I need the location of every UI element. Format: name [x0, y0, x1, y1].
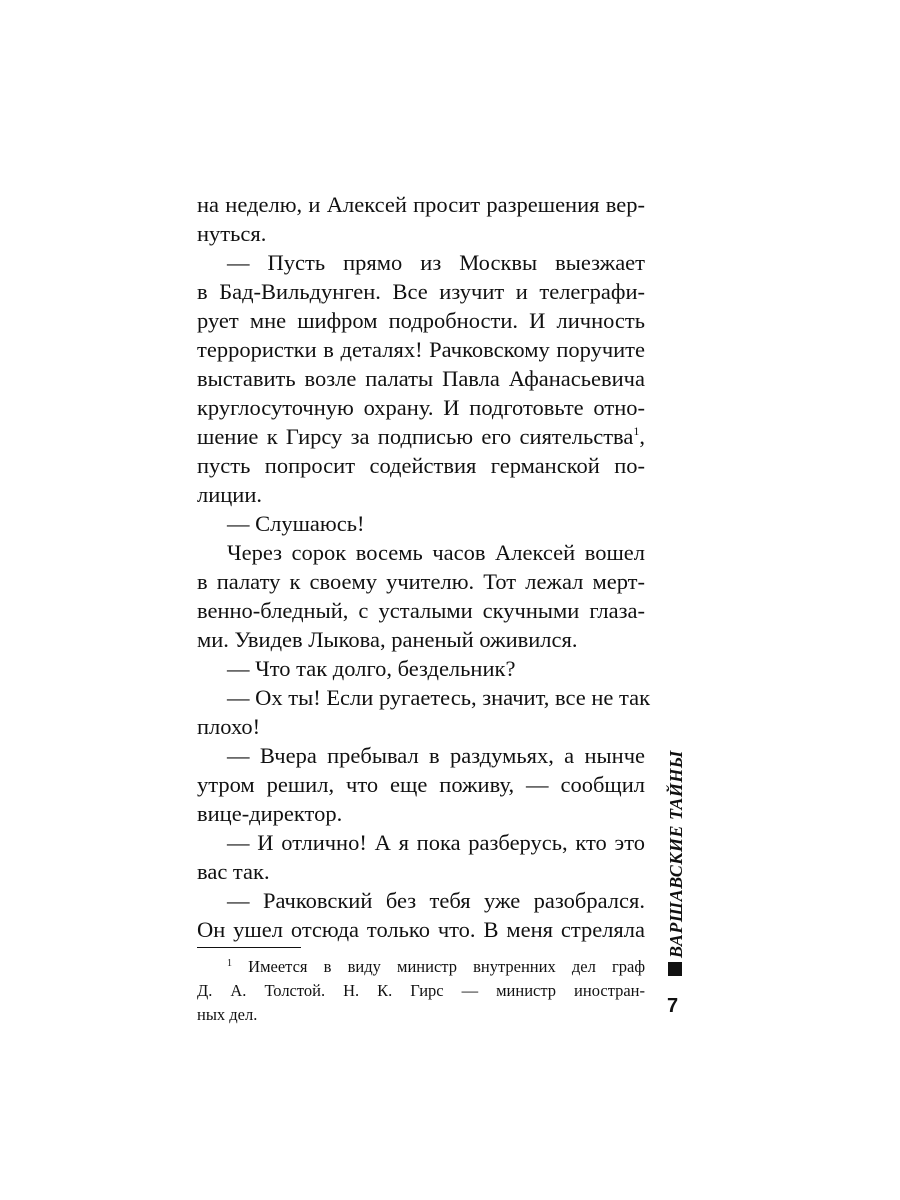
- text-line: — И отлично! А я пока разберусь, кто это: [227, 830, 645, 855]
- text-line: — Ох ты! Если ругаетесь, значит, все не так: [227, 685, 651, 710]
- text-line-part: ,: [639, 424, 645, 449]
- text-line: утром решил, что еще поживу, — сообщил: [197, 772, 645, 797]
- footnote-text: Имеется в виду министр внутренних дел граф: [248, 957, 646, 976]
- text-line: в палату к своему учителю. Тот лежал мерт-: [197, 569, 645, 594]
- text-line: пусть попросит содействия германской по-: [197, 453, 645, 478]
- text-line: [197, 422, 645, 451]
- text-line: террористки в деталях! Рачковскому поручите: [197, 337, 645, 362]
- footnote-line: ных дел.: [197, 1005, 258, 1024]
- text-line: — Слушаюсь!: [227, 511, 365, 536]
- text-line: плохо!: [197, 714, 261, 739]
- text-line: ми. Увидев Лыкова, раненый оживился.: [197, 627, 578, 652]
- running-title: ВАРШАВСКИЕ ТАЙНЫ: [666, 750, 686, 958]
- text-line: выставить возле палаты Павла Афанасьевича: [197, 366, 645, 391]
- footnote-marker: 1: [227, 958, 232, 969]
- text-line: рует мне шифром подробности. И личность: [197, 308, 645, 333]
- text-line: Через сорок восемь часов Алексей вошел: [227, 540, 645, 565]
- text-line: Он ушел отсюда только что. В меня стреляла: [197, 917, 645, 942]
- text-line: вас так.: [197, 859, 270, 884]
- running-title-block: [663, 750, 689, 980]
- footnote-line: [227, 955, 645, 979]
- text-line: — Пусть прямо из Москвы выезжает: [227, 250, 645, 275]
- page-number: 7: [667, 995, 679, 1017]
- text-line: — Рачковский без тебя уже разобрался.: [227, 888, 645, 913]
- text-line: вице-директор.: [197, 801, 343, 826]
- text-line-part: шение к Гирсу за подписью его сиятельства: [197, 424, 634, 449]
- text-line: — Вчера пребывал в раздумьях, а нынче: [227, 743, 645, 768]
- text-line: в Бад-Вильдунген. Все изучит и телеграфи-: [197, 279, 645, 304]
- text-line: венно-бледный, с усталыми скучными глаза-: [197, 598, 645, 623]
- footnote-reference[interactable]: 1: [633, 424, 640, 438]
- footnote-separator: [197, 947, 301, 948]
- footnote-line: Д. А. Толстой. Н. К. Гирс — министр иностран-: [197, 981, 645, 1000]
- text-line: — Что так долго, бездельник?: [227, 656, 516, 681]
- text-line: круглосуточную охрану. И подготовьте отно-: [197, 395, 645, 420]
- text-line: на неделю, и Алексей просит разрешения вер-: [197, 192, 645, 217]
- section-marker: [668, 962, 682, 976]
- text-line: нуться.: [197, 221, 267, 246]
- text-line: лиции.: [197, 482, 263, 507]
